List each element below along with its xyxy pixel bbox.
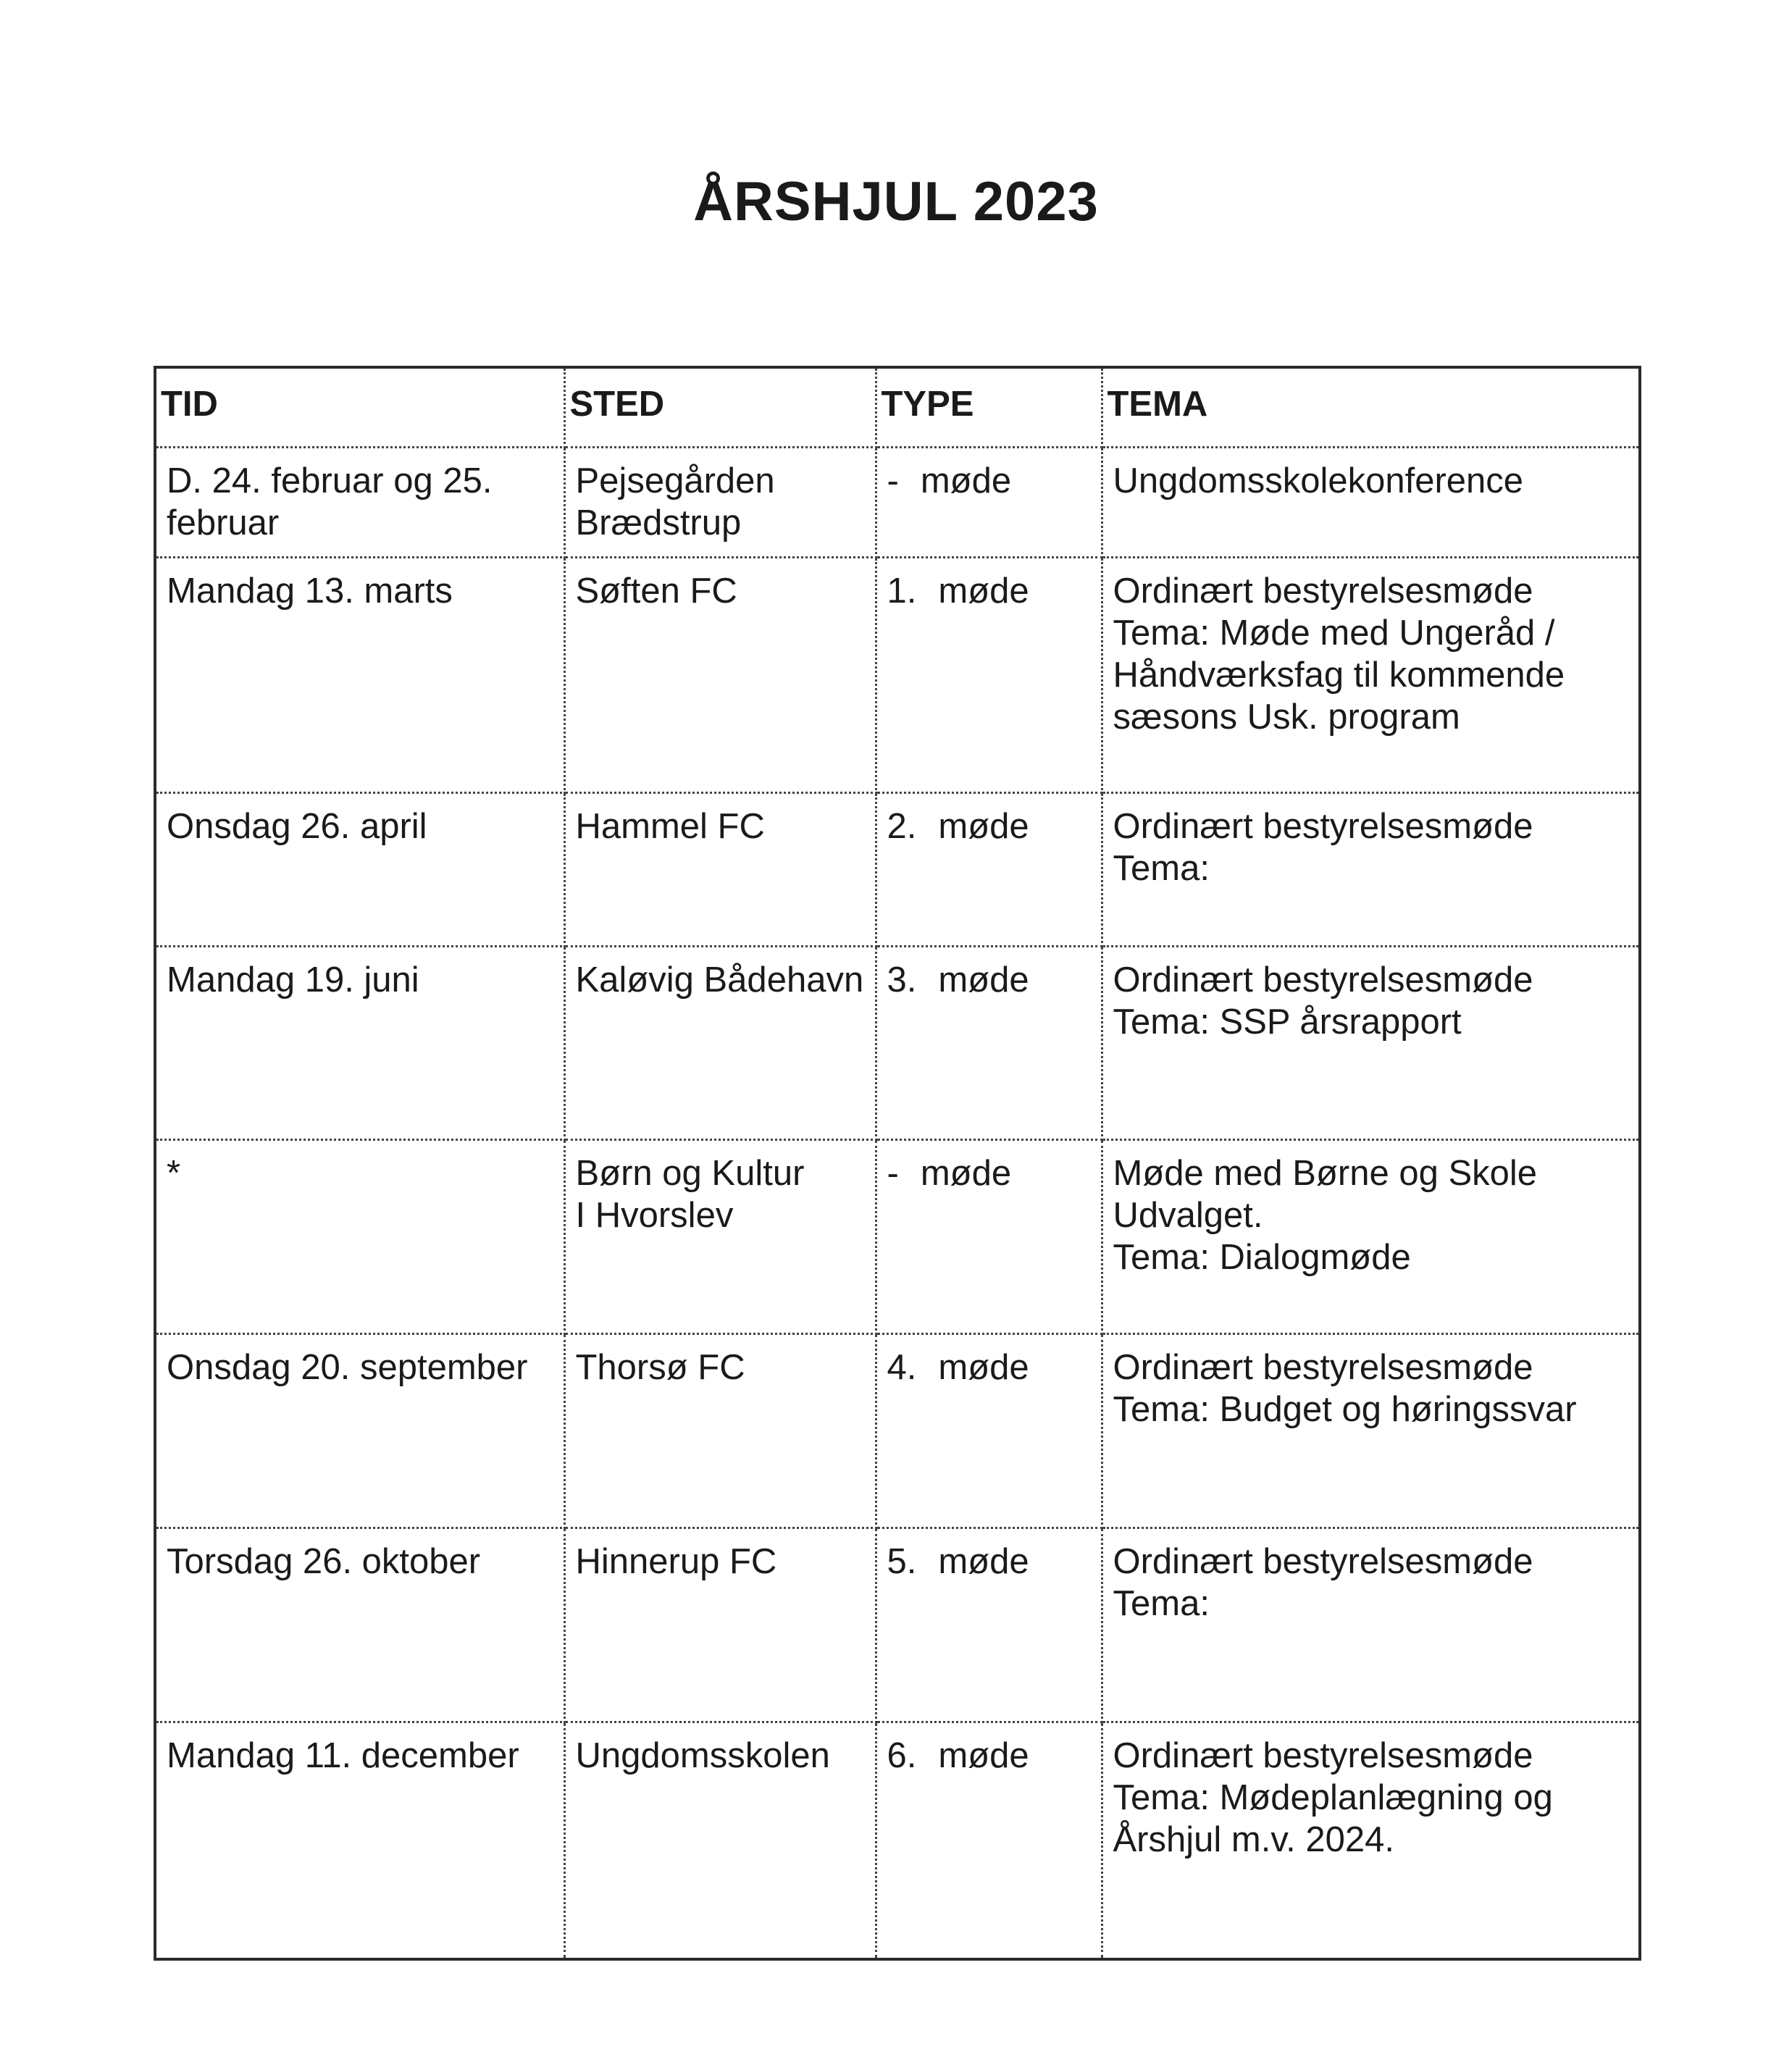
schedule-body — [155, 447, 1640, 1959]
meeting-number: 5. — [887, 1541, 917, 1581]
tema-cell-line: Ordinært bestyrelsesmøde — [1113, 960, 1533, 1000]
sted-cell-line: Hinnerup FC — [575, 1541, 777, 1581]
type-cell — [876, 792, 1102, 946]
tid-cell — [155, 1528, 564, 1722]
tema-cell-line: Ordinært bestyrelsesmøde — [1113, 571, 1533, 611]
tema-cell-line: Udvalget. — [1113, 1195, 1263, 1235]
tema-cell-line: Tema: Mødeplanlægning og — [1113, 1777, 1553, 1817]
sted-cell-line: Pejsegården — [575, 461, 775, 500]
tema-cell — [1102, 946, 1640, 1139]
tema-cell-line: sæsons Usk. program — [1113, 697, 1460, 737]
sted-cell-line: Kaløvig Bådehavn — [575, 960, 864, 1000]
tema-cell-line: Ordinært bestyrelsesmøde — [1113, 1347, 1533, 1387]
tid-cell — [155, 557, 564, 792]
tid-cell — [155, 1139, 564, 1333]
meeting-number: 6. — [887, 1735, 917, 1775]
tid-cell-line: Onsdag 26. april — [167, 806, 427, 846]
meeting-number: 3. — [887, 960, 917, 1000]
tema-cell — [1102, 557, 1640, 792]
sted-cell-line: Brædstrup — [575, 503, 742, 542]
type-cell — [876, 1528, 1102, 1722]
tid-cell-line: Onsdag 20. september — [167, 1347, 528, 1387]
tid-cell-line: Torsdag 26. oktober — [167, 1541, 481, 1581]
type-cell — [876, 1333, 1102, 1528]
meeting-type-label: møde — [920, 461, 1012, 500]
meeting-number: - — [887, 1153, 899, 1193]
table-row — [155, 946, 1640, 1139]
sted-cell — [564, 447, 876, 557]
sted-cell-line: I Hvorslev — [575, 1195, 734, 1235]
table-row — [155, 1333, 1640, 1528]
tema-cell — [1102, 1333, 1640, 1528]
tid-cell — [155, 1722, 564, 1959]
tema-cell-line: Årshjul m.v. 2024. — [1113, 1819, 1395, 1859]
sted-cell — [564, 1333, 876, 1528]
type-cell — [876, 447, 1102, 557]
tema-cell-line: Håndværksfag til kommende — [1113, 655, 1565, 695]
table-row — [155, 1139, 1640, 1333]
header-tema: TEMA — [1102, 367, 1640, 447]
tid-cell — [155, 792, 564, 946]
meeting-type-label: møde — [938, 1541, 1029, 1581]
tid-cell — [155, 447, 564, 557]
tema-cell-line: Tema: Dialogmøde — [1113, 1237, 1411, 1277]
meeting-type-label: møde — [920, 1153, 1012, 1193]
meeting-number: 4. — [887, 1347, 917, 1387]
header-tid: TID — [155, 367, 564, 447]
meeting-type-label: møde — [938, 1347, 1029, 1387]
type-cell — [876, 1722, 1102, 1959]
tema-cell — [1102, 1528, 1640, 1722]
meeting-number: 1. — [887, 571, 917, 611]
page-title: ÅRSHJUL 2023 — [693, 171, 1099, 232]
tema-cell — [1102, 447, 1640, 557]
tema-cell-line: Tema: — [1113, 848, 1210, 888]
tema-cell-line: Tema: SSP årsrapport — [1113, 1002, 1462, 1042]
sted-cell — [564, 1139, 876, 1333]
sted-cell — [564, 792, 876, 946]
tid-cell — [155, 1333, 564, 1528]
sted-cell-line: Søften FC — [575, 571, 737, 611]
tid-cell-line: * — [167, 1153, 181, 1193]
meeting-type-label: møde — [938, 571, 1029, 611]
meeting-number: 2. — [887, 806, 917, 846]
sted-cell — [564, 1722, 876, 1959]
tema-cell — [1102, 1139, 1640, 1333]
tema-cell-line: Ungdomsskolekonference — [1113, 461, 1524, 500]
table-row — [155, 1722, 1640, 1959]
tid-cell-line: D. 24. februar og 25. — [167, 461, 493, 500]
meeting-type-label: møde — [938, 1735, 1029, 1775]
header-type: TYPE — [876, 367, 1102, 447]
meeting-number: - — [887, 461, 899, 500]
table-row — [155, 447, 1640, 557]
meeting-type-label: møde — [938, 960, 1029, 1000]
tema-cell — [1102, 1722, 1640, 1959]
tema-cell-line: Tema: — [1113, 1583, 1210, 1623]
sted-cell — [564, 557, 876, 792]
meeting-type-label: møde — [938, 806, 1029, 846]
sted-cell-line: Ungdomsskolen — [575, 1735, 830, 1775]
tema-cell-line: Ordinært bestyrelsesmøde — [1113, 1735, 1533, 1775]
tid-cell-line: Mandag 19. juni — [167, 960, 419, 1000]
sted-cell — [564, 946, 876, 1139]
tema-cell-line: Tema: Møde med Ungeråd / — [1113, 613, 1555, 653]
tema-cell-line: Ordinært bestyrelsesmøde — [1113, 806, 1533, 846]
type-cell — [876, 1139, 1102, 1333]
table-row — [155, 557, 1640, 792]
tema-cell-line: Tema: Budget og høringssvar — [1113, 1389, 1577, 1429]
tid-cell-line: Mandag 13. marts — [167, 571, 453, 611]
table-row — [155, 792, 1640, 946]
schedule-table — [154, 366, 1641, 1961]
type-cell — [876, 557, 1102, 792]
table-row — [155, 1528, 1640, 1722]
header-sted: STED — [564, 367, 876, 447]
tema-cell-line: Ordinært bestyrelsesmøde — [1113, 1541, 1533, 1581]
sted-cell-line: Hammel FC — [575, 806, 765, 846]
sted-cell-line: Thorsø FC — [575, 1347, 745, 1387]
sted-cell-line: Børn og Kultur — [575, 1153, 805, 1193]
tema-cell-line: Møde med Børne og Skole — [1113, 1153, 1538, 1193]
tema-cell — [1102, 792, 1640, 946]
tid-cell-line: februar — [167, 503, 280, 542]
sted-cell — [564, 1528, 876, 1722]
tid-cell — [155, 946, 564, 1139]
header-row — [155, 367, 1640, 447]
tid-cell-line: Mandag 11. december — [167, 1735, 519, 1775]
type-cell — [876, 946, 1102, 1139]
